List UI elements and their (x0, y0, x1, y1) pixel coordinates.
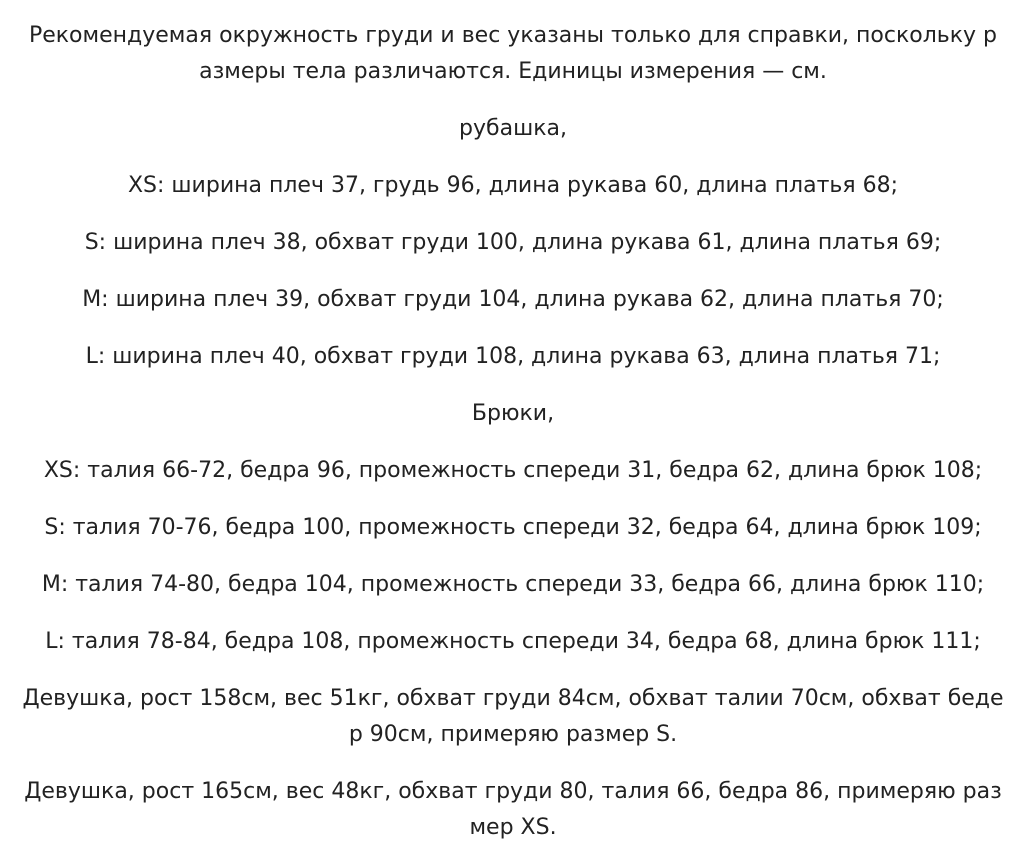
shirt-size-xs: XS: ширина плеч 37, грудь 96, длина рукава 60, длина платья 68; (127, 173, 898, 198)
pants-size-xs: XS: талия 66-72, бедра 96, промежность спереди 31, бедра 62, длина брюк 108; (43, 458, 983, 483)
intro-note: Рекомендуемая окружность груди и вес указаны только для справки, поскольку р азмеры тела различаются. Единицы измерения — см. (28, 23, 998, 84)
shirt-size-l: L: ширина плеч 40, обхват груди 108, длина рукава 63, длина платья 71; (85, 344, 941, 369)
model-note-1: Девушка, рост 158см, вес 51кг, обхват груди 84см, обхват талии 70см, обхват беде р 90см, примеряю размер S. (22, 686, 1004, 747)
pants-size-l: L: талия 78-84, бедра 108, промежность спереди 34, бедра 68, длина брюк 111; (45, 629, 981, 654)
model-note-2: Девушка, рост 165см, вес 48кг, обхват груди 80, талия 66, бедра 86, примеряю раз мер XS. (24, 779, 1002, 840)
shirt-size-s: S: ширина плеч 38, обхват груди 100, длина рукава 61, длина платья 69; (84, 230, 942, 255)
shirt-size-m: M: ширина плеч 39, обхват груди 104, длина рукава 62, длина платья 70; (82, 287, 944, 312)
pants-heading: Брюки, (471, 401, 555, 426)
shirt-heading: рубашка, (459, 116, 567, 141)
pants-size-m: M: талия 74-80, бедра 104, промежность спереди 33, бедра 66, длина брюк 110; (41, 572, 985, 597)
pants-size-s: S: талия 70-76, бедра 100, промежность спереди 32, бедра 64, длина брюк 109; (44, 515, 982, 540)
